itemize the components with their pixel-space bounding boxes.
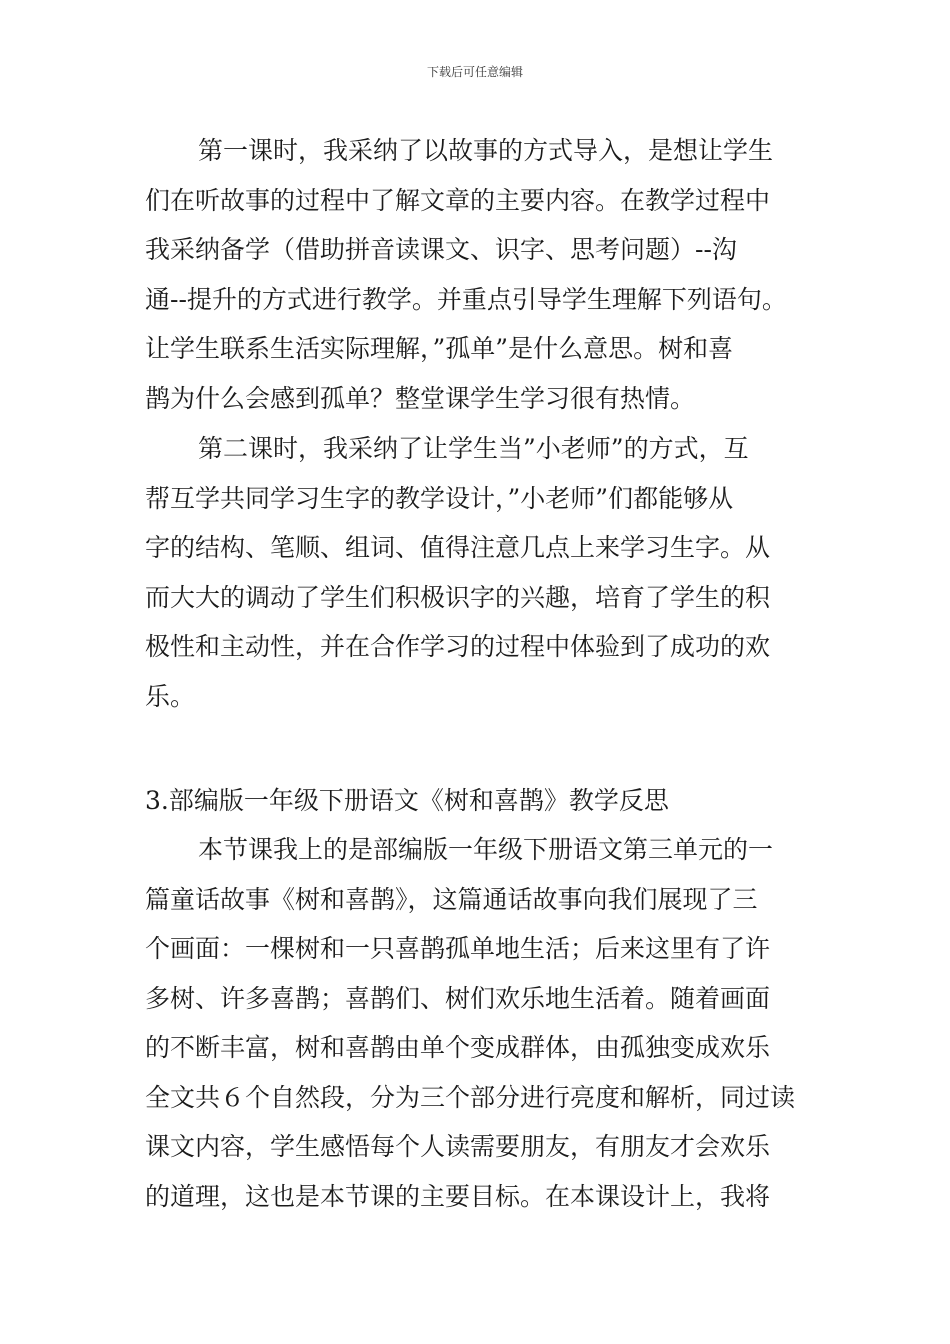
- text-line: 帮互学共同学习生字的教学设计，”小老师”们都能够从: [145, 483, 734, 513]
- text-line: 让学生联系生活实际理解，”孤单”是什么意思。树和喜: [145, 334, 734, 363]
- text-line: 多树、许多喜鹊；喜鹊们、树们欢乐地生活着。随着画面: [145, 983, 771, 1013]
- paragraph-1: [145, 126, 810, 423]
- text-line: 本节课我上的是部编版一年级下册语文第三单元的一: [198, 835, 774, 864]
- text-line: 全文共６个自然段，分为三个部分进行亮度和解析，同过读: [145, 1082, 796, 1112]
- text-line: 个画面：一棵树和一只喜鹊孤单地生活；后来这里有了许: [145, 934, 771, 963]
- text-line: 们在听故事的过程中了解文章的主要内容。在教学过程中: [145, 185, 771, 215]
- page-header: 下载后可任意编辑: [426, 65, 523, 79]
- section-paragraph: [145, 825, 810, 1221]
- text-line: 我采纳备学（借助拼音读课文、识字、思考问题）--沟: [145, 235, 737, 264]
- text-line: 第一课时，我采纳了以故事的方式导入，是想让学生: [198, 136, 774, 165]
- section-heading: 3.部编版一年级下册语文《树和喜鹊》教学反思: [145, 786, 669, 815]
- text-line: 的不断丰富，树和喜鹊由单个变成群体，由孤独变成欢乐: [145, 1033, 771, 1062]
- text-line: 极性和主动性，并在合作学习的过程中体验到了成功的欢: [145, 632, 771, 661]
- text-line: 字的结构、笔顺、组词、值得注意几点上来学习生字。从: [145, 533, 771, 562]
- text-line: 鹊为什么会感到孤单？整堂课学生学习很有热情。: [145, 383, 696, 413]
- text-line: 而大大的调动了学生们积极识字的兴趣，培育了学生的积: [145, 582, 771, 612]
- text-line: 篇童话故事《树和喜鹊》，这篇通话故事向我们展现了三: [145, 884, 758, 914]
- text-line: 乐。: [145, 681, 196, 711]
- text-line: 课文内容，学生感悟每个人读需要朋友，有朋友才会欢乐: [145, 1132, 771, 1161]
- text-line: 的道理，这也是本节课的主要目标。在本课设计上，我将: [145, 1181, 771, 1211]
- paragraph-2: [145, 424, 810, 721]
- text-line: 第二课时，我采纳了让学生当”小老师”的方式，互: [198, 434, 749, 463]
- text-line: 通--提升的方式进行教学。并重点引导学生理解下列语句。: [145, 284, 787, 314]
